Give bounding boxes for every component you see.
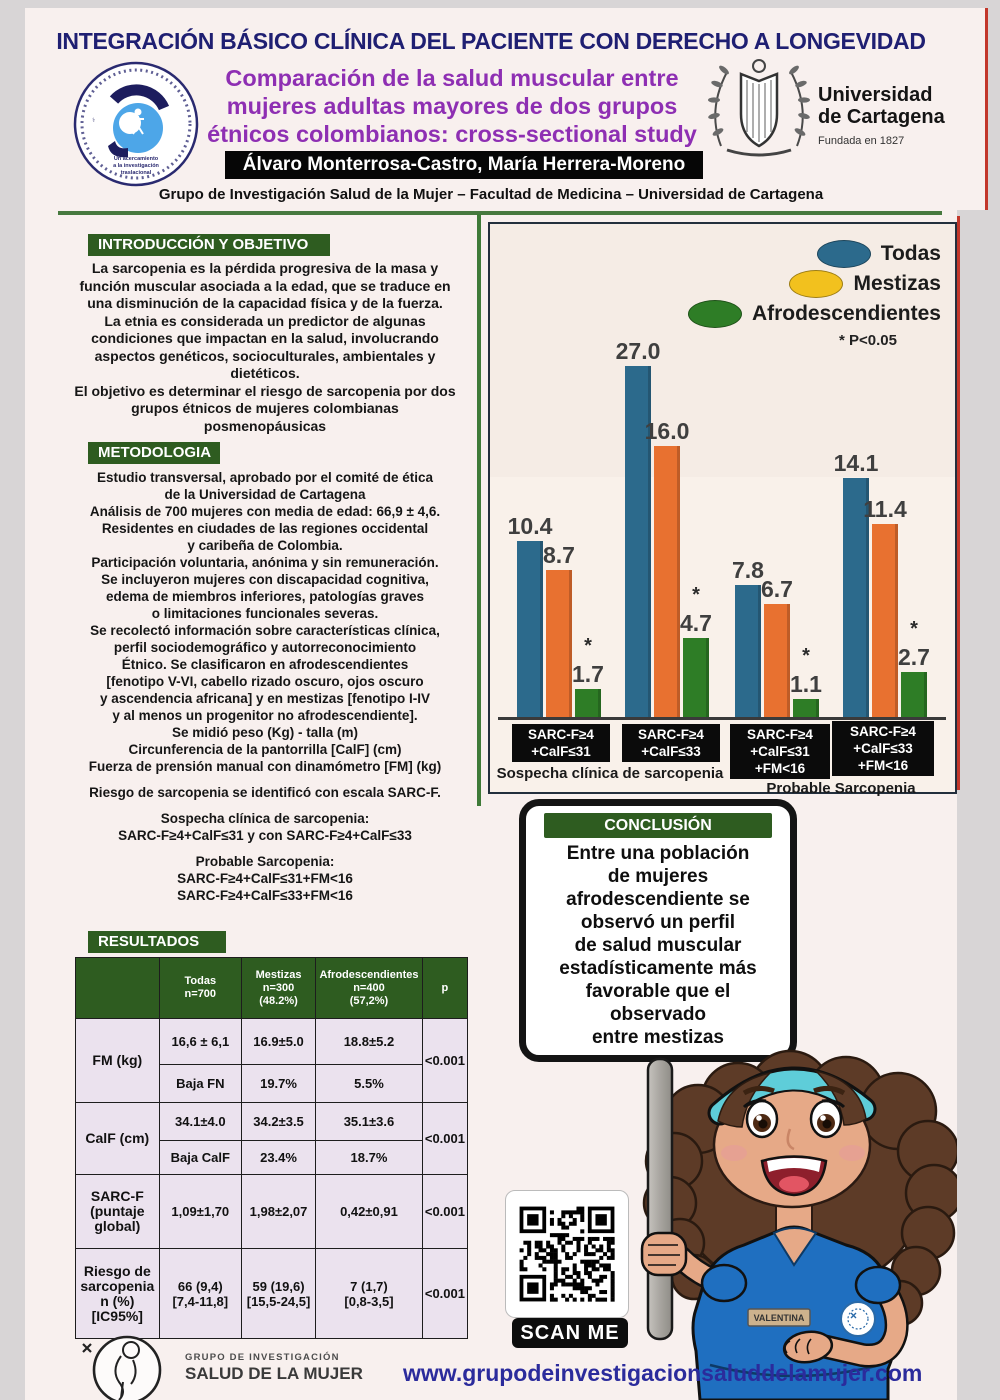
category-box-g3: SARC-F≥4 +CalF≤31 +FM<16 xyxy=(730,724,830,779)
university-founded: Fundada en 1827 xyxy=(818,135,905,147)
column-divider xyxy=(477,214,481,806)
logo-person-icon xyxy=(135,109,142,116)
conclusion-header: CONCLUSIÓN xyxy=(544,813,772,838)
table-p-value: <0.001 xyxy=(422,1019,467,1103)
text-line: condiciones que impactan en la salud, involucrando xyxy=(91,330,439,346)
results-table-body xyxy=(76,1019,468,1339)
legend-item-mestizas: Mestizas xyxy=(789,270,941,298)
text-line: La sarcopenia es la pérdida progresiva de la masa y xyxy=(91,260,439,276)
table-p-value: <0.001 xyxy=(422,1175,467,1249)
bar-value-label: 6.7 xyxy=(761,576,793,602)
chest-logo xyxy=(841,1302,875,1336)
table-row-label: CalF (cm) xyxy=(76,1103,160,1175)
conclusion-text xyxy=(526,842,790,1049)
text-line: Entre una población xyxy=(566,843,750,864)
section-header-metodologia: METODOLOGIA xyxy=(88,442,220,464)
results-table-head xyxy=(76,958,468,1019)
bar-afrodescendientes-g3 xyxy=(793,699,819,718)
bar-value-label: 2.7 xyxy=(898,644,930,670)
bar-value-label: 1.7 xyxy=(572,661,604,687)
text-line: afrodescendiente se xyxy=(566,889,750,910)
introduccion-text xyxy=(55,260,475,435)
section-header-introduccion: INTRODUCCIÓN Y OBJETIVO xyxy=(88,234,330,256)
text-block: Riesgo de sarcopenia se identificó con escala SARC-F. xyxy=(89,785,441,800)
bar-value-label: 1.1 xyxy=(790,671,822,697)
text-line: observado xyxy=(609,1004,707,1025)
table-row-label: Riesgo de sarcopenia n (%) [IC95%] xyxy=(76,1249,160,1339)
text-line: grupos étnicos de mujeres colombianas xyxy=(131,400,399,416)
university-crest xyxy=(703,54,815,162)
text-line: entre mestizas xyxy=(591,1027,724,1048)
text-line: El objetivo es determinar el riesgo de sarcopenia por dos xyxy=(74,382,456,399)
bar-todas-g3 xyxy=(735,585,761,718)
poster xyxy=(25,8,957,1400)
red-edge-line-header xyxy=(985,8,988,210)
bar-value-label: 7.8 xyxy=(732,557,764,583)
table-cell: Baja CalF xyxy=(159,1141,241,1175)
bar-value-label: 4.7 xyxy=(680,610,712,636)
table-header-cell: Mestizas n=300 (48.2%) xyxy=(242,958,316,1019)
qr-card xyxy=(505,1190,629,1318)
sleeve-left xyxy=(702,1265,746,1301)
bar-afrodescendientes-g2 xyxy=(683,638,709,718)
table-row-label: SARC-F (puntaje global) xyxy=(76,1175,160,1249)
svg-text:traslacional: traslacional xyxy=(120,170,152,176)
bar-afrodescendientes-g4 xyxy=(901,672,927,718)
bar-value-label: 11.4 xyxy=(863,496,907,522)
table-cell: 66 (9,4) [7,4-11,8] xyxy=(159,1249,241,1339)
text-line: mujeres adultas mayores de dos grupos xyxy=(226,93,678,119)
bars-area xyxy=(490,224,955,792)
table-row-label: FM (kg) xyxy=(76,1019,160,1103)
significance-star: * xyxy=(584,635,592,657)
table-cell: 34.2±3.5 xyxy=(242,1103,316,1141)
chart-panel xyxy=(488,222,957,797)
table-cell: 35.1±3.6 xyxy=(316,1103,423,1141)
sleeve-right xyxy=(856,1267,900,1303)
text-line: una disminución de la capacidad física y de la fuerza. xyxy=(87,295,443,311)
red-edge-line-chart xyxy=(957,216,960,790)
program-title: INTEGRACIÓN BÁSICO CLÍNICA DEL PACIENTE CON DERECHO A LONGEVIDAD xyxy=(56,28,926,54)
text-line: favorable que el xyxy=(585,981,731,1002)
table-cell: 16.9±5.0 xyxy=(242,1019,316,1065)
significance-star: * xyxy=(910,618,918,640)
table-cell: 5.5% xyxy=(316,1065,423,1103)
table-header-cell: p xyxy=(422,958,467,1019)
table-header-cell: Afrodescendientes n=400 (57,2%) xyxy=(316,958,423,1019)
category-box-g1: SARC-F≥4 +CalF≤31 xyxy=(512,724,610,762)
hand-on-pole xyxy=(642,1233,686,1275)
legend-item-todas: Todas xyxy=(817,240,941,268)
authors-bar: Álvaro Monterrosa-Castro, María Herrera-Moreno xyxy=(225,151,703,179)
text-line: étnicos colombianos: cross-sectional study xyxy=(207,121,697,147)
table-p-value: <0.001 xyxy=(422,1103,467,1175)
bar-mestizas-g2 xyxy=(654,446,680,718)
text-line: dietéticos. xyxy=(230,365,300,381)
table-cell: 34.1±4.0 xyxy=(159,1103,241,1141)
scan-me-label: SCAN ME xyxy=(512,1318,628,1348)
bar-value-label: 14.1 xyxy=(833,450,879,476)
text-block: Probable Sarcopenia: SARC-F≥4+CalF≤31+FM<16 SARC-F≥4+CalF≤33+FM<16 xyxy=(177,854,353,903)
significance-star: * xyxy=(802,645,810,667)
results-table xyxy=(75,957,468,1339)
text-line: de mujeres xyxy=(607,866,709,887)
section-header-resultados: RESULTADOS xyxy=(88,931,226,953)
table-cell: 19.7% xyxy=(242,1065,316,1103)
blush-right xyxy=(839,1145,865,1161)
table-cell: 59 (19,6) [15,5-24,5] xyxy=(242,1249,316,1339)
text-block: Estudio transversal, aprobado por el comité de ética de la Universidad de Cartagena Análisis de 700 mujeres con media de edad: 66,9 ± 4,6. Residentes en ciudades de las regiones occidental y caribeña de Colombia. Participación voluntaria, anónima y sin remuneración. Se incluyeron mujeres con discapacidad cognitiva, edema de miembros inferiores, patologías graves o limitaciones funcionales severas. Se recolectó información sobre características clínica, perfil sociodemográfico y autorreconocimiento Étnico. Se clasificaron en afrodescendientes [fenotipo V-VI, cabello rizado oscuro, ojos oscuro y ascendencia africana] y en mestizas [fenotipo I-IV y al menos un progenitor no afrodescendiente]. Se midió peso (Kg) - talla (m) Circunferencia de la pantorrilla [CalF] (cm) Fuerza de prensión manual con dinamómetro [FM] (kg) xyxy=(88,470,442,774)
text-line: función muscular asociada a la edad, que se traduce en xyxy=(79,277,451,294)
blush-left xyxy=(721,1145,747,1161)
legend-item-afrodescendientes: Afrodescendientes xyxy=(688,300,941,328)
bar-afrodescendientes-g1 xyxy=(575,689,601,718)
table-cell: 23.4% xyxy=(242,1141,316,1175)
significance-note: * P<0.05 xyxy=(839,332,897,349)
footer-group-name-small: GRUPO DE INVESTIGACIÓN xyxy=(185,1352,340,1363)
text-line: aspectos genéticos, socioculturales, ambientales y xyxy=(94,347,436,364)
group-footer-probable: Probable Sarcopenia xyxy=(766,780,916,797)
text-block: Sospecha clínica de sarcopenia: SARC-F≥4+CalF≤31 y con SARC-F≥4+CalF≤33 xyxy=(118,811,412,843)
table-header-cell: Todas n=700 xyxy=(159,958,241,1019)
footer-url: www.grupodeinvestigacionsaluddelamujer.com xyxy=(403,1360,923,1386)
bar-value-label: 27.0 xyxy=(615,338,661,364)
poster-title xyxy=(202,64,702,148)
table-cell: 18.8±5.2 xyxy=(316,1019,423,1065)
university-name: Universidad de Cartagena Fundada en 1827 xyxy=(818,84,957,152)
footer-logo xyxy=(77,1330,169,1400)
table-cell: Baja FN xyxy=(159,1065,241,1103)
crest-banner xyxy=(727,150,791,155)
table-cell: 1,98±2,07 xyxy=(242,1175,316,1249)
ibc-program-logo xyxy=(72,60,200,192)
text-line: observó un perfil xyxy=(580,912,736,933)
footer-group-name-big: SALUD DE LA MUJER xyxy=(185,1364,363,1383)
table-header-cell xyxy=(76,958,160,1019)
metodologia-text xyxy=(52,469,478,913)
text-line: estadísticamente más xyxy=(559,958,757,979)
category-box-g2: SARC-F≥4 +CalF≤33 xyxy=(622,724,720,762)
header-divider-rule xyxy=(58,211,942,215)
text-line: La etnia es considerada un predictor de algunas xyxy=(104,312,426,329)
bar-value-label: 10.4 xyxy=(507,513,553,539)
table-cell: 16,6 ± 6,1 xyxy=(159,1019,241,1065)
table-cell: 18.7% xyxy=(316,1141,423,1175)
text-line: posmenopáusicas xyxy=(203,417,327,434)
table-cell: 1,09±1,70 xyxy=(159,1175,241,1249)
table-cell: 0,42±0,91 xyxy=(316,1175,423,1249)
bar-value-label: 16.0 xyxy=(644,418,690,444)
footer-logo-circle xyxy=(94,1337,160,1400)
sign-pole xyxy=(648,1059,672,1339)
nurse-illustration xyxy=(640,1021,957,1400)
header-edge-patch xyxy=(957,8,985,210)
svg-text:Un acercamiento: Un acercamiento xyxy=(113,156,159,162)
crest-top-emblem xyxy=(753,60,765,72)
footer-logo-x-mark xyxy=(83,1344,91,1352)
category-box-g4: SARC-F≥4 +CalF≤33 +FM<16 xyxy=(832,721,934,776)
qr-code xyxy=(512,1199,622,1309)
name-badge-text: VALENTINA xyxy=(753,1313,805,1323)
text-line: de salud muscular xyxy=(574,935,742,956)
logo-side-mark: ⚕ xyxy=(92,118,96,124)
svg-text:a la investigación: a la investigación xyxy=(113,163,159,169)
affiliation: Grupo de Investigación Salud de la Mujer – Facultad de Medicina – Universidad de Cartagena xyxy=(158,186,824,203)
bar-value-label: 8.7 xyxy=(543,542,575,568)
table-cell: 7 (1,7) [0,8-3,5] xyxy=(316,1249,423,1339)
significance-star: * xyxy=(692,584,700,606)
x-axis-baseline xyxy=(498,717,946,720)
group-footer-sospecha: Sospecha clínica de sarcopenia xyxy=(496,765,724,782)
table-p-value: <0.001 xyxy=(422,1249,467,1339)
text-line: Comparación de la salud muscular entre xyxy=(225,65,679,91)
